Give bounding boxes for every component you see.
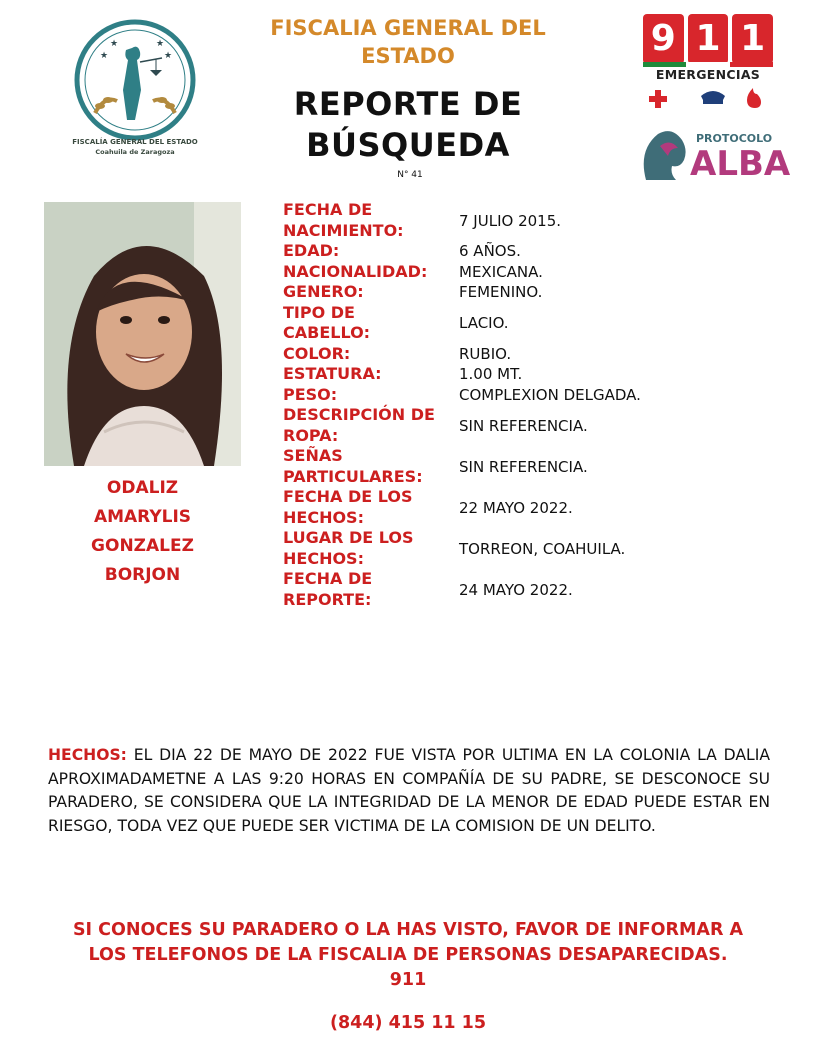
digit-9: 9 [643,14,684,64]
fire-icon [747,88,761,108]
detail-row-report-date [283,569,733,610]
detail-label: NACIONALIDAD: [283,261,428,281]
detail-value: FEMENINO. [459,283,543,302]
report-title-line: BÚSQUEDA [306,126,510,164]
detail-row-color [283,344,733,365]
cta-line: LOS TELEFONOS DE LA FISCALIA DE PERSONAS DESAPARECIDAS. [88,945,728,965]
detail-value: 24 MAYO 2022. [459,580,573,599]
emergency-label: EMERGENCIAS [655,67,761,82]
protocolo-alba-logo [638,126,791,188]
detail-label: LUGAR DE LOS HECHOS: [283,528,414,568]
detail-row-event-place [283,528,733,569]
detail-value: SIN REFERENCIA. [459,457,588,476]
name-line: BORJON [104,565,181,585]
detail-label: SEÑAS PARTICULARES: [283,446,423,486]
svg-text:★: ★ [110,39,119,49]
detail-label: FECHA DE LOS HECHOS: [283,487,413,527]
detail-row-marks [283,446,733,487]
detail-value: SIN REFERENCIA. [459,416,588,435]
report-number: N° 41 [397,170,423,180]
digit-1: 1 [732,14,773,64]
detail-label: FECHA DE REPORTE: [283,569,373,609]
police-cap-icon [701,91,725,104]
digit-1: 1 [688,14,729,64]
svg-text:★: ★ [100,51,109,61]
missing-person-name [60,474,225,590]
emergency-911-logo [643,14,773,64]
report-title-line: REPORTE DE [293,85,523,123]
detail-value: 22 MAYO 2022. [459,498,573,517]
detail-row-nationality [283,262,733,283]
cta-line: SI CONOCES SU PARADERO O LA HAS VISTO, FAVOR DE INFORMAR A [72,920,744,940]
agency-title-line: FISCALIA GENERAL DEL [270,16,546,40]
detail-row-gender [283,282,733,303]
name-line: GONZALEZ [91,536,194,556]
detail-row-height [283,364,733,385]
detail-label: TIPO DE CABELLO: [283,302,371,342]
missing-person-photo [44,202,241,466]
detail-row-clothing [283,405,733,446]
detail-label: PESO: [283,384,338,404]
detail-row-age [283,241,733,262]
person-details-list [283,200,733,610]
detail-value: COMPLEXION DELGADA. [459,385,641,404]
agency-title [230,14,586,70]
cta-911: 911 [389,970,427,990]
alba-name: ALBA [690,144,791,184]
detail-label: ESTATURA: [283,364,382,383]
svg-text:★: ★ [156,39,165,49]
detail-row-birthdate [283,200,733,241]
svg-text:★: ★ [164,51,173,61]
protocol-label: PROTOCOLO [696,132,773,145]
medical-cross-icon [649,90,667,108]
name-line: ODALIZ [106,478,179,498]
call-to-action [28,918,788,993]
contact-phone: (844) 415 11 15 [329,1013,487,1033]
detail-label: GENERO: [283,282,364,301]
facts-text: EL DIA 22 DE MAYO DE 2022 FUE VISTA POR ULTIMA EN LA COLONIA LA DALIA APROXIMADAMETNE A LAS 9:20 HORAS EN COMPAÑÍA DE SU PADRE, SE DESCONOCE SU PARADERO, SE CONSIDERA QUE LA INTEGRIDAD DE LA MENOR DE EDAD PUEDE ESTAR EN RIESGO, TODA VEZ QUE PUEDE SER VICTIMA DE LA COMISION DE UN DELITO. [48,746,770,835]
detail-row-hair-type [283,303,733,344]
emergency-icons [643,84,773,110]
report-title [230,84,586,166]
detail-label: COLOR: [283,343,351,363]
detail-value: TORREON, COAHUILA. [459,539,626,558]
detail-row-weight [283,385,733,406]
detail-value: LACIO. [459,314,509,332]
detail-label: FECHA DE NACIMIENTO: [283,200,404,240]
detail-value: 6 AÑOS. [459,242,521,261]
detail-row-event-date [283,487,733,528]
detail-label: DESCRIPCIÓN DE ROPA: [283,405,435,445]
detail-label: EDAD: [283,241,340,260]
seal-caption: FISCALÍA GENERAL DEL ESTADO [72,138,198,146]
detail-value: RUBIO. [459,344,512,363]
detail-value: MEXICANA. [459,262,543,281]
facts-label: HECHOS: [48,746,127,764]
name-line: AMARYLIS [93,507,192,527]
agency-title-line: ESTADO [361,44,455,68]
detail-value: 7 JULIO 2015. [459,211,562,230]
detail-value: 1.00 MT. [459,365,523,384]
seal-sub-caption: Coahuila de Zaragoza [95,148,175,156]
facts-paragraph [48,744,770,838]
